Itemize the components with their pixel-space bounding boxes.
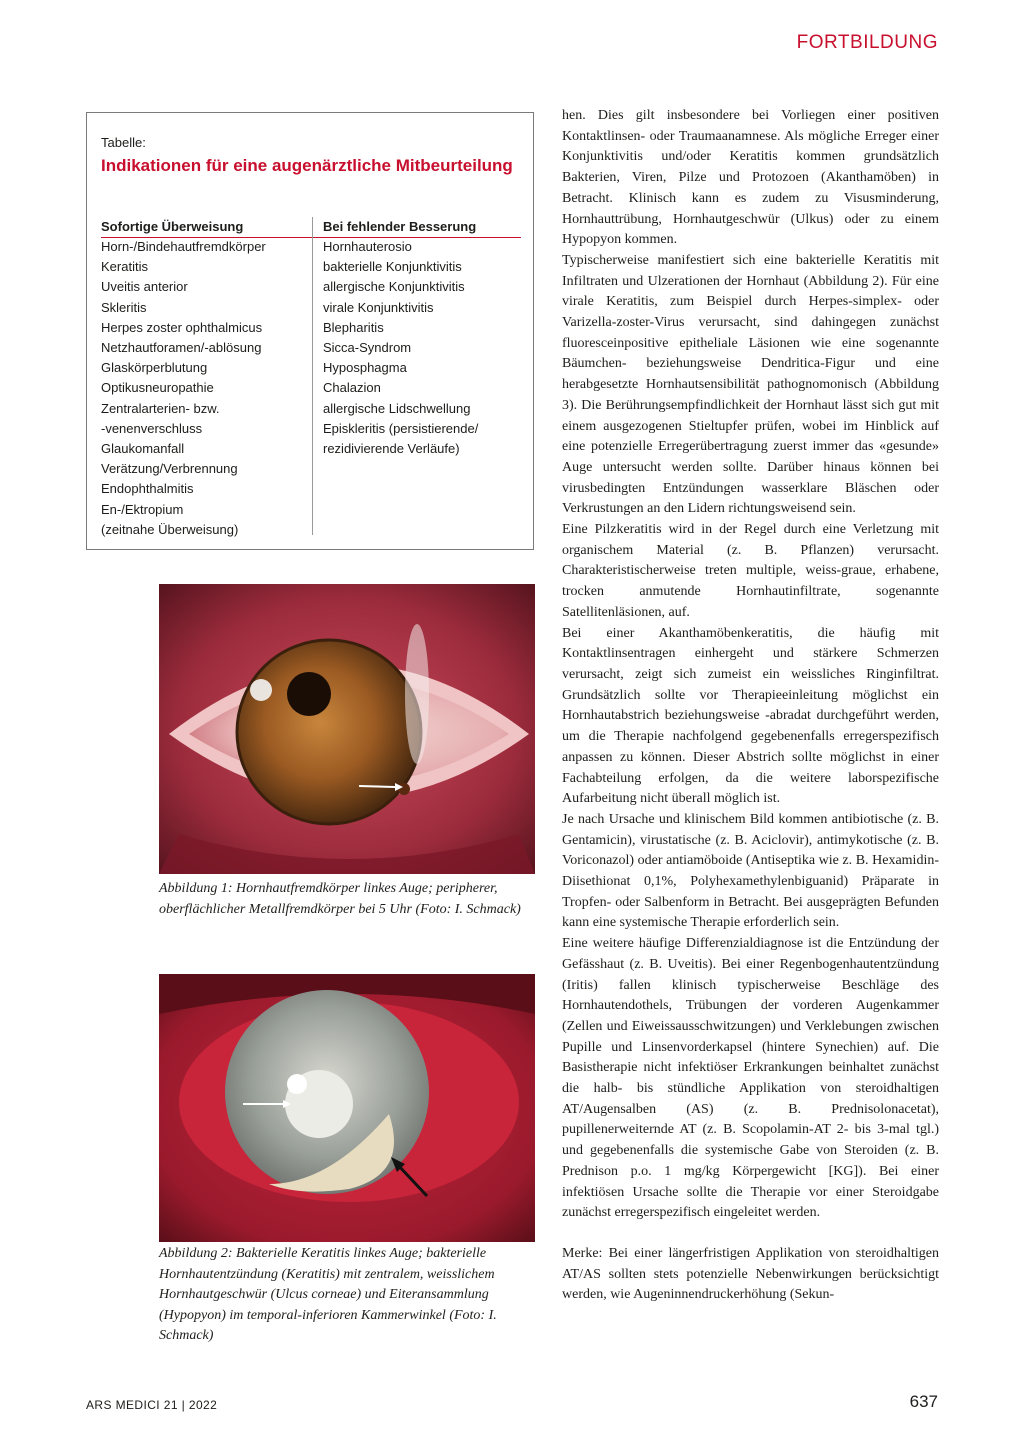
body-paragraph: Eine Pilzkeratitis wird in der Regel durch eine Verletzung mit organischem Material (z. B. Pflanzen) verursacht. Charakteristischerweise treten multiple, weiss-graue, erhabene, trocken anmutende Hornhautinfiltrate, sogenannte Satellitenläsionen, auf.	[562, 522, 939, 620]
table-item: Uveitis anterior	[101, 279, 188, 295]
table-column-immediate	[101, 217, 311, 540]
table-item: rezidivierende Verläufe)	[323, 441, 460, 457]
indications-table	[86, 112, 534, 550]
table-item: bakterielle Konjunktivitis	[323, 259, 462, 275]
table-item: Glaukomanfall	[101, 441, 185, 457]
table-title: Indikationen für eine augenärztliche Mitbeurteilung	[101, 156, 513, 175]
body-paragraph-note: Merke: Bei einer längerfristigen Applikation von steroidhaltigen AT/AS sollten stets potenzielle Nebenwirkungen berücksichtigt werden, wie Augeninnendruckerhöhung (Sekun-	[562, 1245, 939, 1303]
table-item: Keratitis	[101, 259, 148, 275]
figure-1-caption: Abbildung 1: Hornhautfremdkörper linkes Auge; peripherer, oberflächlicher Metallfremdkörper bei 5 Uhr (Foto: I. Schmack)	[159, 881, 521, 917]
table-item: Endophthalmitis	[101, 481, 194, 497]
table-item: Skleritis	[101, 299, 147, 315]
body-paragraph: Eine weitere häufige Differenzialdiagnose ist die Entzündung der Gefässhaut (z. B. Uveitis). Bei einer Regenbogenhautentzündung (Iritis) fallen klinisch typischerweise Beschläge des Hornhautendothels, Trübungen der vorderen Augenkammer (Zellen und Eiweissausschwitzungen) und Verklebungen zwischen Pupille und Linsenvorderkapsel (hintere Synechien) auf. Die Basistherapie nicht infektiöser Erkrankungen beinhaltet zunächst die halb- bis stündliche Applikation von steroidhaltigen AT/Augensalben (AS) (z. B. Prednisolonacetat), pupillenerweiternde AT (z. B. Scopolamin-AT 2- bis 3-mal tgl.) und gegebenenfalls die systemische Gabe von Steroiden (z. B. Prednison p.o. 1 mg/kg Körpergewicht [KG]). Bei einer infektiösen Ursache sollte die Therapie vor einer Steroidgabe zunächst erregerspezifisch eingeleitet werden.	[562, 936, 939, 1221]
table-column-no-improvement	[323, 217, 523, 459]
table-item: Glaskörperblutung	[101, 360, 208, 376]
table-item: Sicca-Syndrom	[323, 340, 412, 356]
table-item: Optikusneuropathie	[101, 380, 214, 396]
table-item: Hornhauterosio	[323, 239, 412, 254]
body-paragraph: Bei einer Akanthamöbenkeratitis, die häufig mit Kontaktlinsentragen einhergeht und stärkere Schmerzen verursacht, zeigt sich zumeist ein weissliches Ringinfiltrat. Grundsätzlich sollte vor Therapieeinleitung möglichst ein Hornhautabstrich beziehungsweise -abradat durchgeführt werden, um die Therapie nachfolgend gegebenenfalls erregerspezifisch anpassen zu können. Dieser Abstrich sollte möglichst in einer Fachabteilung erfolgen, da die weitere laborspezifische Aufarbeitung nicht überall möglich ist.	[562, 625, 939, 807]
table-item: Zentralarterien- bzw.	[101, 400, 220, 416]
table-item: virale Konjunktivitis	[323, 299, 434, 315]
table-item: (zeitnahe Überweisung)	[101, 521, 239, 537]
body-paragraph: hen. Dies gilt insbesondere bei Vorliegen einer positiven Kontaktlinsen- oder Traumaanamnese. Als mögliche Erreger einer Konjunktivitis und/oder Keratitis kommen grundsätzlich Bakterien, Viren, Pilze und Protozoen (Akanthamöben) in Betracht. Klinisch kann es zudem zu Visusminderung, Hornhauttrübung, Hornhautgeschwür (Ulkus) oder zu einem Hypopyon kommen.	[562, 108, 939, 248]
table-item: Herpes zoster ophthalmicus	[101, 319, 263, 335]
column-header-no-improvement: Bei fehlender Besserung	[323, 219, 477, 234]
section-title: FORTBILDUNG	[796, 32, 938, 53]
table-item: allergische Konjunktivitis	[323, 279, 465, 295]
figure-1-eye-photo	[159, 584, 535, 874]
table-item: Hyposphagma	[323, 360, 407, 376]
journal-footer: ARS MEDICI 21 | 2022	[86, 1398, 218, 1412]
eye-foreign-body-illustration	[159, 584, 535, 874]
table-item: Blepharitis	[323, 319, 384, 335]
table-column-divider	[312, 217, 313, 535]
eye-keratitis-illustration	[159, 974, 535, 1242]
table-item: En-/Ektropium	[101, 501, 184, 517]
table-item: Netzhautforamen/-ablösung	[101, 340, 262, 356]
column-header-immediate: Sofortige Überweisung	[101, 219, 244, 234]
table-item: Episkleritis (persistierende/	[323, 420, 479, 436]
page-number: 637	[909, 1392, 938, 1411]
body-paragraph: Typischerweise manifestiert sich eine bakterielle Keratitis mit Infiltraten und Ulzerationen der Hornhaut (Abbildung 2). Für eine virale Keratitis, zum Beispiel durch Herpes-simplex- oder Varizella-zoster-Virus verursacht, sind dahingegen zunächst fluoresceinpositive epitheliale Läsionen wie eine sogenannte Bäumchen- beziehungsweise Dendritica-Figur und eine herabgesetzte Hornhautsensibilität pathognomonisch (Abbildung 3). Die Berührungsempfindlichkeit der Hornhaut lässt sich gut mit einem ausgezogenen Stieltupfer prüfen, wobei im Hinblick auf eine potenzielle Erregerübertragung zuerst immer das «gesunde» Auge untersucht werden sollte. Darüber hinaus können bei virusbedingten Entzündungen wasserklare Bläschen oder Verkrustungen an den Lidern richtungsweisend sein.	[562, 252, 939, 517]
figure-2-eye-photo	[159, 974, 535, 1242]
body-text-column	[562, 106, 939, 1306]
table-item: Horn-/Bindehautfremdkörper	[101, 239, 266, 254]
table-item: Chalazion	[323, 380, 381, 396]
table-item: allergische Lidschwellung	[323, 400, 471, 416]
figure-2-caption: Abbildung 2: Bakterielle Keratitis linkes Auge; bakterielle Hornhautentzündung (Keratitis) mit zentralem, weisslichem Hornhautgeschwür (Ulcus corneae) und Eiteransammlung (Hypopyon) im temporal-inferioren Kammerwinkel (Foto: I. Schmack)	[159, 1246, 497, 1343]
table-item: Verätzung/Verbrennung	[101, 461, 238, 477]
body-paragraph: Je nach Ursache und klinischem Bild kommen antibiotische (z. B. Gentamicin), virustatische (z. B. Aciclovir), antimykotische (z. B. Voriconazol) oder antiamöboide (Antiseptika wie z. B. Hexamidin-Diisethionat 0,1%, Polyhexamethylenbiguanid) Präparate in Tropfen- oder Salbenform in Betracht. Bei ausgeprägten Befunden kann eine systemische Therapie erforderlich sein.	[562, 811, 939, 931]
table-label: Tabelle:	[101, 135, 146, 150]
table-item: -venenverschluss	[101, 420, 203, 436]
